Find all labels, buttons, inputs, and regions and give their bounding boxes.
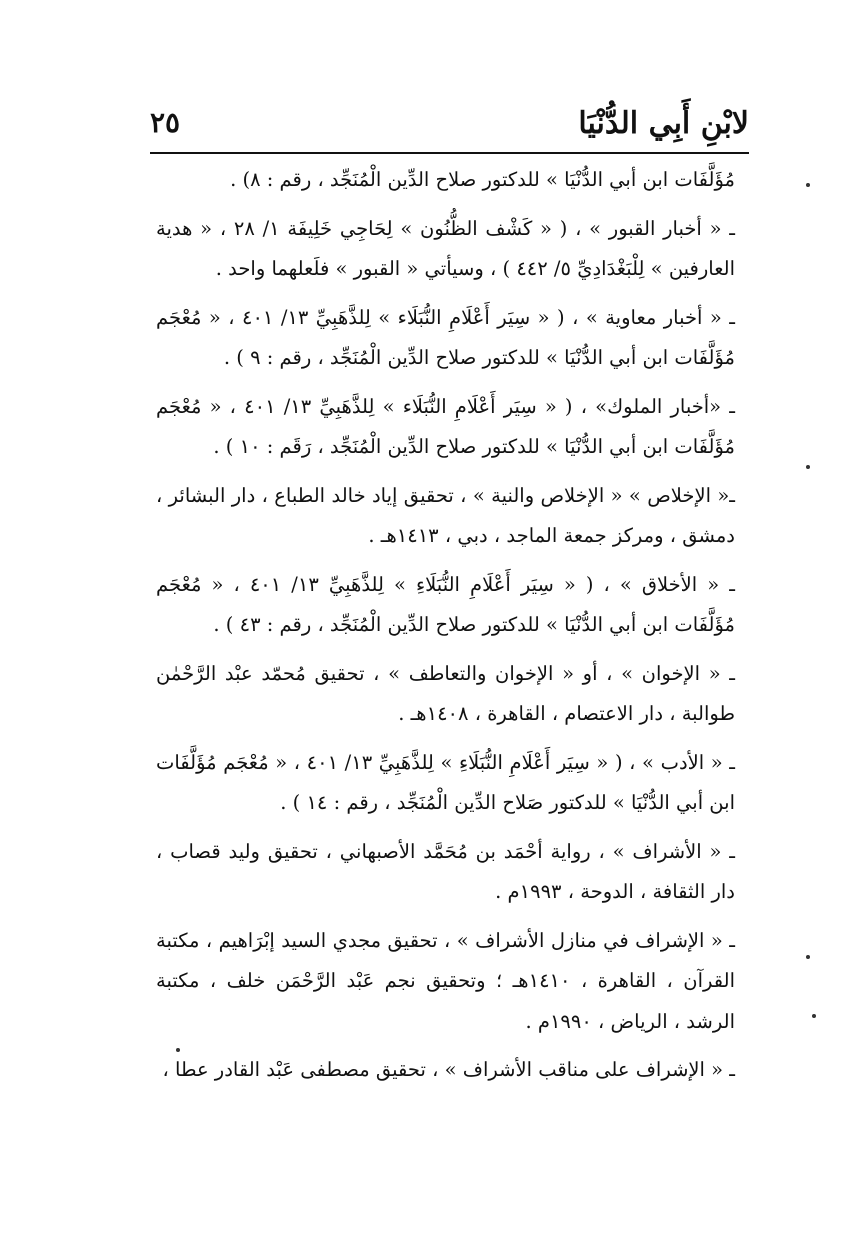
bibliography-entry: ـ « الإشراف في منازل الأشراف » ، تحقيق مجدي السيد إبْرَاهيم ، مكتبة القرآن ، القاهرة ، ١٤١٠هـ ؛ وتحقيق نجم عَبْد الرَّحْمَن خلف ، مكتبة الرشد ، الرياض ، ١٩٩٠م . xyxy=(156,928,735,1033)
running-title: لابْنِ أَبِي الدُّنْيَا xyxy=(578,106,749,141)
page-header xyxy=(150,100,749,150)
bibliography-entry: ـ « الأدب » ، ( « سِيَر أَعْلَامِ النُّبَلَاءِ » لِلذَّهَبِيِّ ١٣/ ٤٠١ ، « مُعْجَم مُؤَلَّفَات ابن أبي الدُّنْيَا » للدكتور صَلاح الدِّين الْمُنَجِّد ، رقم : ١٤ ) . xyxy=(156,750,735,814)
bibliography-entry: ـ« الإخلاص » « الإخلاص والنية » ، تحقيق إياد خالد الطباع ، دار البشائر ، دمشق ، ومركز جمعة الماجد ، دبي ، ١٤١٣هـ . xyxy=(156,483,735,547)
margin-dot xyxy=(176,1048,180,1052)
bibliography-entry: مُؤَلَّفَات ابن أبي الدُّنْيَا » للدكتور صلاح الدِّين الْمُنَجِّد ، رقم : ٨) . xyxy=(230,168,735,191)
bibliography-entry: ـ « أخبار معاوية » ، ( « سِيَر أَعْلَامِ النُّبَلَاء » لِلذَّهَبِيِّ ١٣/ ٤٠١ ، « مُعْجَم مُؤَلَّفَات ابن أبي الدُّنْيَا » للدكتور صلاح الدِّين الْمُنَجِّد ، رقم : ٩ ) . xyxy=(156,305,735,369)
bibliography-list xyxy=(156,160,735,1099)
header-rule xyxy=(150,152,749,154)
bibliography-entry: ـ «أخبار الملوك» ، ( « سِيَر أَعْلَامِ النُّبَلَاء » لِلذَّهَبِيِّ ١٣/ ٤٠١ ، « مُعْجَم مُؤَلَّفَات ابن أبي الدُّنْيَا » للدكتور صلاح الدِّين الْمُنَجِّد ، رَقَم : ١٠ ) . xyxy=(156,394,735,458)
bibliography-entry: ـ « أخبار القبور » ، ( « كَشْف الظُّنُون » لِحَاجِي خَلِيفَة ١/ ٢٨ ، « هدية العارفين » لِلْبَغْدَادِيِّ ٥/ ٤٤٢ ) ، وسيأتي « القبور » فلَعلهما واحد . xyxy=(156,216,735,280)
bibliography-entry: ـ « الأشراف » ، رواية أحْمَد بن مُحَمَّد الأصبهاني ، تحقيق وليد قصاب ، دار الثقافة ، الدوحة ، ١٩٩٣م . xyxy=(156,839,735,903)
bibliography-entry: ـ « الأخلاق » ، ( « سِيَر أَعْلَامِ النُّبَلَاءِ » لِلذَّهَبِيِّ ١٣/ ٤٠١ ، « مُعْجَم مُؤَلَّفَات ابن أبي الدُّنْيَا » للدكتور صلاح الدِّين الْمُنَجِّد ، رقم : ٤٣ ) . xyxy=(156,572,735,636)
page-number: ٢٥ xyxy=(150,106,181,139)
bibliography-entry: ـ « الإخوان » ، أو « الإخوان والتعاطف » ، تحقيق مُحمّد عبْد الرَّحْمٰن طوالبة ، دار الاعتصام ، القاهرة ، ١٤٠٨هـ . xyxy=(156,661,735,725)
bibliography-entry: ـ « الإشراف على مناقب الأشراف » ، تحقيق مصطفى عَبْد القادر عطا ، xyxy=(162,1058,735,1081)
margin-dot xyxy=(806,465,810,469)
margin-dot xyxy=(806,183,810,187)
margin-dot xyxy=(806,955,810,959)
margin-dot xyxy=(812,1014,816,1018)
